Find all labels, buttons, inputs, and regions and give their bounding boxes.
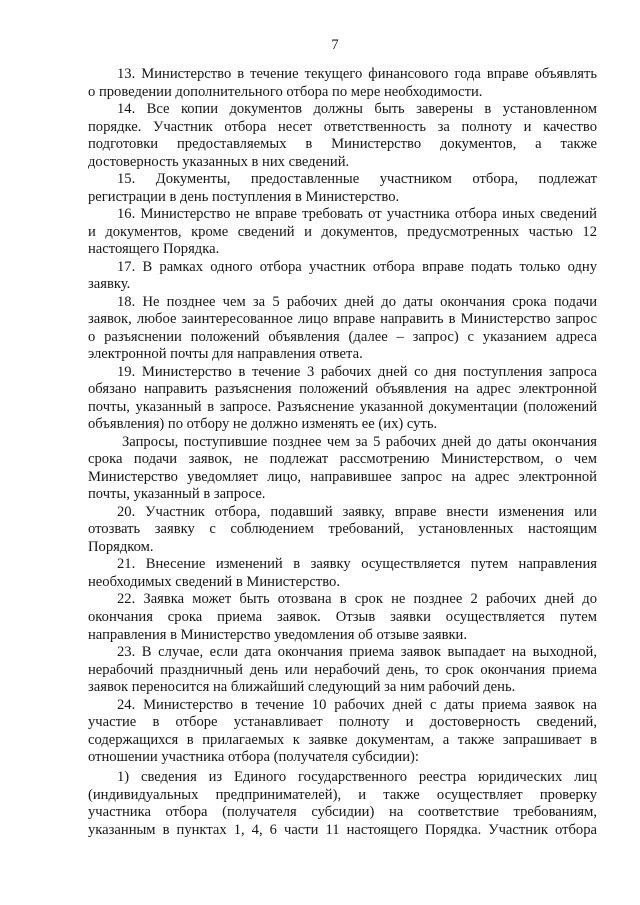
text-line: 23. В случае, если дата окончания приема заявок выпадает на выходной,	[117, 644, 597, 661]
text-line: 1) сведения из Единого государственного реестра юридических лиц	[117, 769, 597, 786]
paragraph-20	[88, 504, 597, 557]
text-line: электронной почты для направления ответа.	[88, 346, 363, 363]
text-line: обязано направить разъяснения положений объявления на адрес электронной	[88, 381, 597, 398]
text-line: о разъяснении положений объявления (далее – запрос) с указанием адреса	[88, 328, 597, 345]
document-body	[88, 66, 597, 839]
text-line: 16. Министерство не вправе требовать от участника отбора иных сведений	[117, 206, 597, 223]
page-number: 7	[331, 37, 339, 53]
paragraph-21	[88, 556, 597, 591]
text-line: срока подачи заявок, не подлежат рассмотрению Министерством, о чем	[88, 451, 597, 468]
paragraph-16	[88, 206, 597, 259]
text-line: 20. Участник отбора, подавший заявку, вправе внести изменения или	[117, 503, 597, 520]
text-line: отозвать заявку с соблюдением требований, установленных настоящим	[88, 521, 597, 538]
text-line: 15. Документы, предоставленные участником отбора, подлежат	[117, 171, 597, 188]
text-line: Министерство уведомляет лицо, направившее запрос на адрес электронной	[88, 468, 597, 485]
text-line: настоящего Порядка.	[88, 241, 220, 258]
text-line: достоверность указанных в них сведений.	[88, 153, 350, 170]
text-line: порядке. Участник отбора несет ответственность за полноту и качество	[88, 118, 597, 135]
list-item-1	[88, 769, 597, 839]
text-line: Запросы, поступившие позднее чем за 5 рабочих дней до даты окончания	[122, 433, 597, 450]
paragraph-19-requests	[88, 434, 597, 504]
text-line: почты, указанный в запросе. Разъяснение указанной документации (положений	[88, 398, 597, 415]
text-line: 19. Министерство в течение 3 рабочих дней со дня поступления запроса	[117, 363, 597, 380]
text-line: необходимых сведений в Министерство.	[88, 573, 341, 590]
paragraph-17	[88, 259, 597, 294]
text-line: (индивидуальных предпринимателей), и также осуществляет проверку	[88, 786, 597, 803]
text-line: регистрации в день поступления в Министерство.	[88, 188, 400, 205]
text-line: нерабочий праздничный день или нерабочий день, то срок окончания приема	[88, 661, 597, 678]
text-line: содержащихся в прилагаемых к заявке документам, а также запрашивает в	[88, 731, 597, 748]
paragraph-23	[88, 644, 597, 697]
text-line: 24. Министерство в течение 10 рабочих дней с даты приема заявок на	[117, 696, 597, 713]
text-line: окончания срока приема заявок. Отзыв заявки осуществляется путем	[88, 608, 597, 625]
text-line: заявок, любое заинтересованное лицо вправе направить в Министерство запрос	[88, 311, 597, 328]
paragraph-13	[88, 66, 597, 101]
text-line: направления в Министерство уведомления об отзыве заявки.	[88, 626, 468, 643]
paragraph-18	[88, 294, 597, 364]
text-line: заявку.	[88, 276, 131, 293]
paragraph-15	[88, 171, 597, 206]
text-line: и документов, кроме сведений и документов, предусмотренных частью 12	[88, 223, 597, 240]
text-line: подготовки предоставляемых в Министерство документов, а также	[88, 136, 597, 153]
paragraph-14	[88, 101, 597, 171]
text-line: отношении участника отбора (получателя субсидии):	[88, 749, 419, 766]
paragraph-24	[88, 697, 597, 767]
text-line: объявления) по отбору не должно изменять ее (их) суть.	[88, 416, 438, 433]
paragraph-22	[88, 591, 597, 644]
text-line: участника отбора (получателя субсидии) на соответствие требованиям,	[88, 804, 597, 821]
text-line: 14. Все копии документов должны быть заверены в установленном	[117, 101, 597, 118]
text-line: Порядком.	[88, 538, 154, 555]
text-line: указанным в пунктах 1, 4, 6 части 11 настоящего Порядка. Участник отбора	[88, 821, 597, 838]
text-line: 21. Внесение изменений в заявку осуществляется путем направления	[117, 556, 597, 573]
text-line: о проведении дополнительного отбора по мере необходимости.	[88, 83, 483, 100]
paragraph-19	[88, 364, 597, 434]
text-line: 22. Заявка может быть отозвана в срок не позднее 2 рабочих дней до	[117, 591, 597, 608]
text-line: почты, указанный в запросе.	[88, 486, 266, 503]
text-line: 13. Министерство в течение текущего финансового года вправе объявлять	[117, 66, 597, 82]
text-line: заявок переносится на ближайший следующий за ним рабочий день.	[88, 679, 516, 696]
text-line: 17. В рамках одного отбора участник отбора вправе подать только одну	[117, 258, 597, 275]
text-line: 18. Не позднее чем за 5 рабочих дней до даты окончания срока подачи	[117, 293, 597, 310]
text-line: участие в отборе устанавливает полноту и достоверность сведений,	[88, 714, 597, 731]
